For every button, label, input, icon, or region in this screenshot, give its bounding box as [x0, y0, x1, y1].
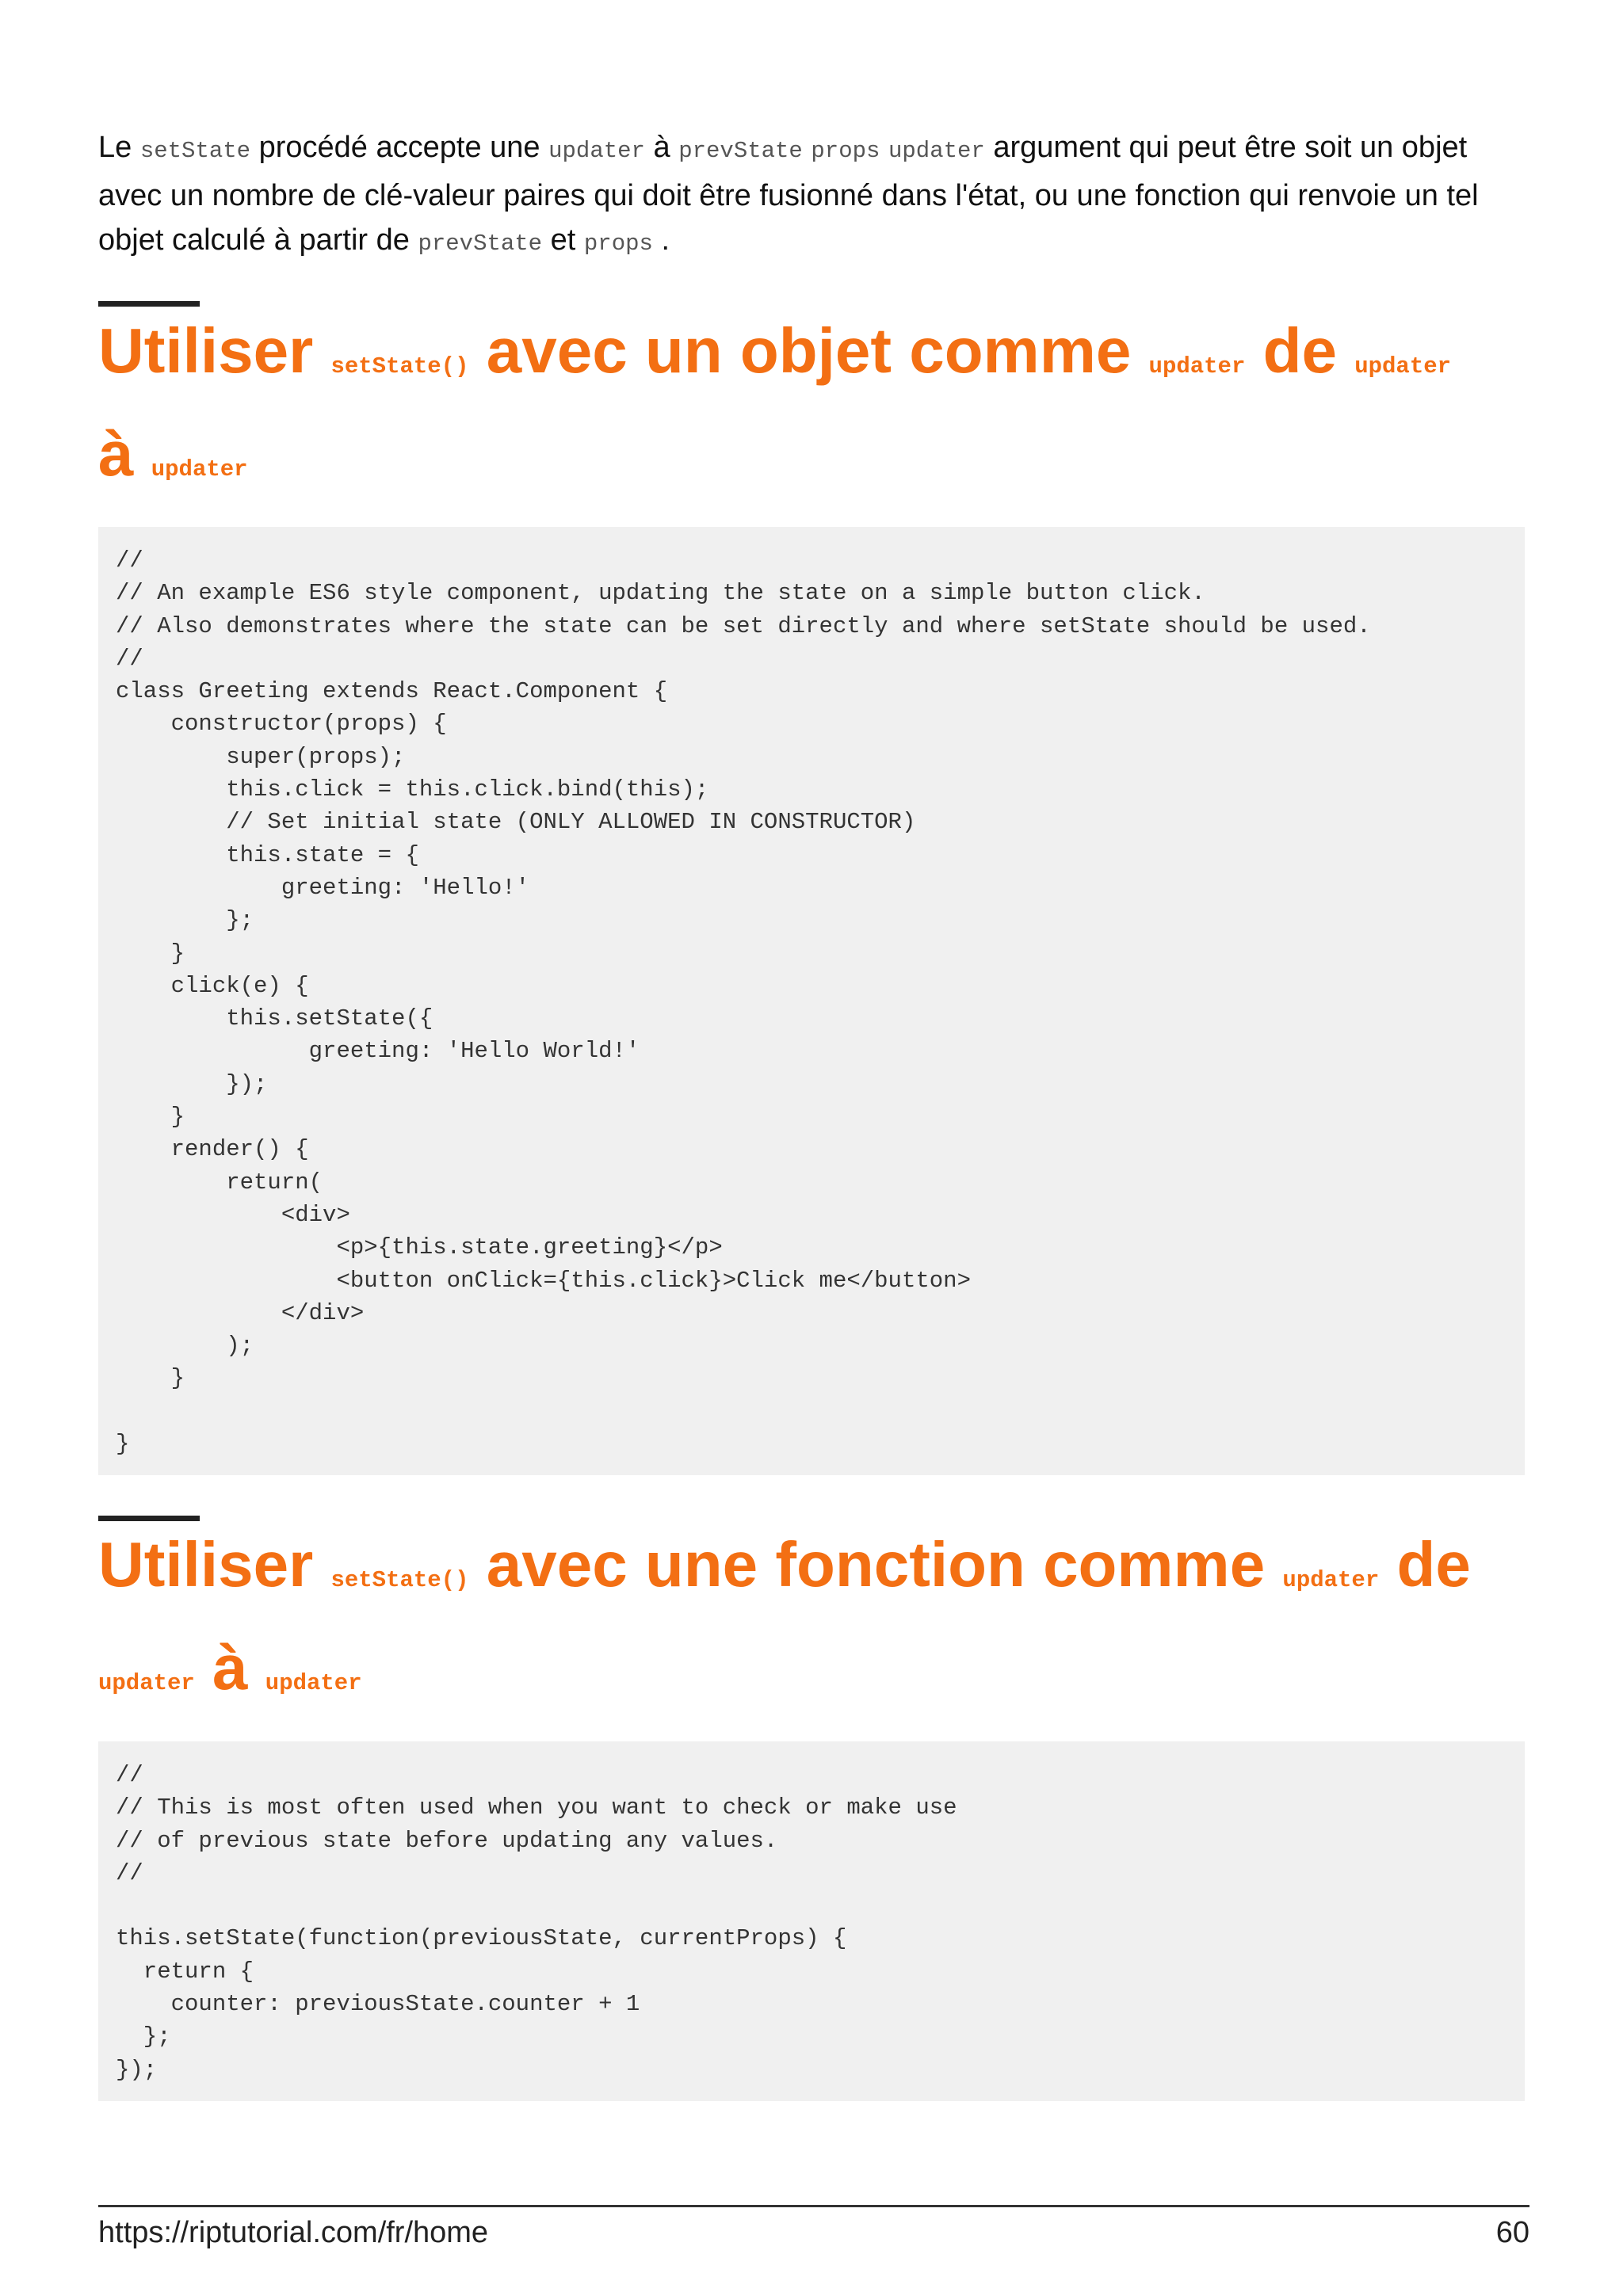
heading-word: à	[212, 1632, 248, 1703]
intro-text: à	[644, 131, 679, 164]
heading-code: updater	[1282, 1567, 1380, 1593]
intro-text: et	[542, 223, 584, 257]
inline-code: prevState	[678, 138, 803, 164]
intro-text: procédé accepte une	[250, 131, 549, 164]
intro-text: Le	[98, 131, 140, 164]
heading-word: de	[1262, 315, 1337, 386]
inline-code: updater	[548, 138, 645, 164]
heading-word: avec une fonction comme	[486, 1529, 1266, 1600]
inline-code: props	[583, 231, 653, 257]
heading-code: setState()	[330, 353, 469, 379]
section-rule	[98, 1516, 200, 1521]
heading-code: updater	[1354, 353, 1452, 379]
intro-text: argument qui peut être soit un objet avec un nombre de clé-valeur paires qui doit être fusionné dans l'état, ou une fonction qui renvoie un tel objet calculé à partir de	[98, 131, 1479, 257]
inline-code: updater	[888, 138, 985, 164]
inline-code: prevState	[418, 231, 543, 257]
heading-word: à	[98, 418, 134, 489]
code-content: // // This is most often used when you want to check or make use // of previous state before updating any values. // this.setState(function(previousState, currentProps) { return { counter: previousState.counter + 1 }; });	[116, 1762, 957, 2083]
heading-word: de	[1396, 1529, 1471, 1600]
heading-code: updater	[98, 1670, 195, 1696]
section-heading	[98, 307, 1525, 513]
heading-word: Utiliser	[98, 315, 314, 386]
heading-code: updater	[265, 1670, 362, 1696]
inline-code: setState	[139, 138, 251, 164]
section-rule	[98, 301, 200, 307]
section-heading	[98, 1521, 1525, 1727]
heading-code: updater	[151, 456, 248, 482]
heading-code: setState()	[330, 1567, 469, 1593]
footer-rule	[98, 2205, 1529, 2207]
footer-url: https://riptutorial.com/fr/home	[98, 2216, 489, 2249]
intro-text	[803, 131, 812, 164]
inline-code: props	[811, 138, 880, 164]
code-block	[98, 527, 1525, 1475]
page-number: 60	[1495, 2216, 1529, 2249]
heading-code: updater	[1148, 353, 1246, 379]
code-block	[98, 1741, 1525, 2101]
intro-text	[880, 131, 888, 164]
heading-word: Utiliser	[98, 1529, 314, 1600]
heading-word: avec un objet comme	[486, 315, 1132, 386]
intro-text: .	[652, 223, 670, 257]
code-content: // // An example ES6 style component, updating the state on a simple button click. // Also demonstrates where the state can be set directly and where setState should be used. // class Greeting extends React.Component { constructor(props) { super(props); this.click = this.click.bind(this); // Set initial state (ONLY ALLOWED IN CONSTRUCTOR) this.state = { greeting: 'Hello!' }; } click(e) { this.setState({ greeting: 'Hello World!' }); } render() { return( <div> <p>{this.state.greeting}</p> <button onClick={this.click}>Click me</button> </div> ); } }	[116, 547, 1371, 1458]
intro-paragraph	[98, 125, 1525, 266]
